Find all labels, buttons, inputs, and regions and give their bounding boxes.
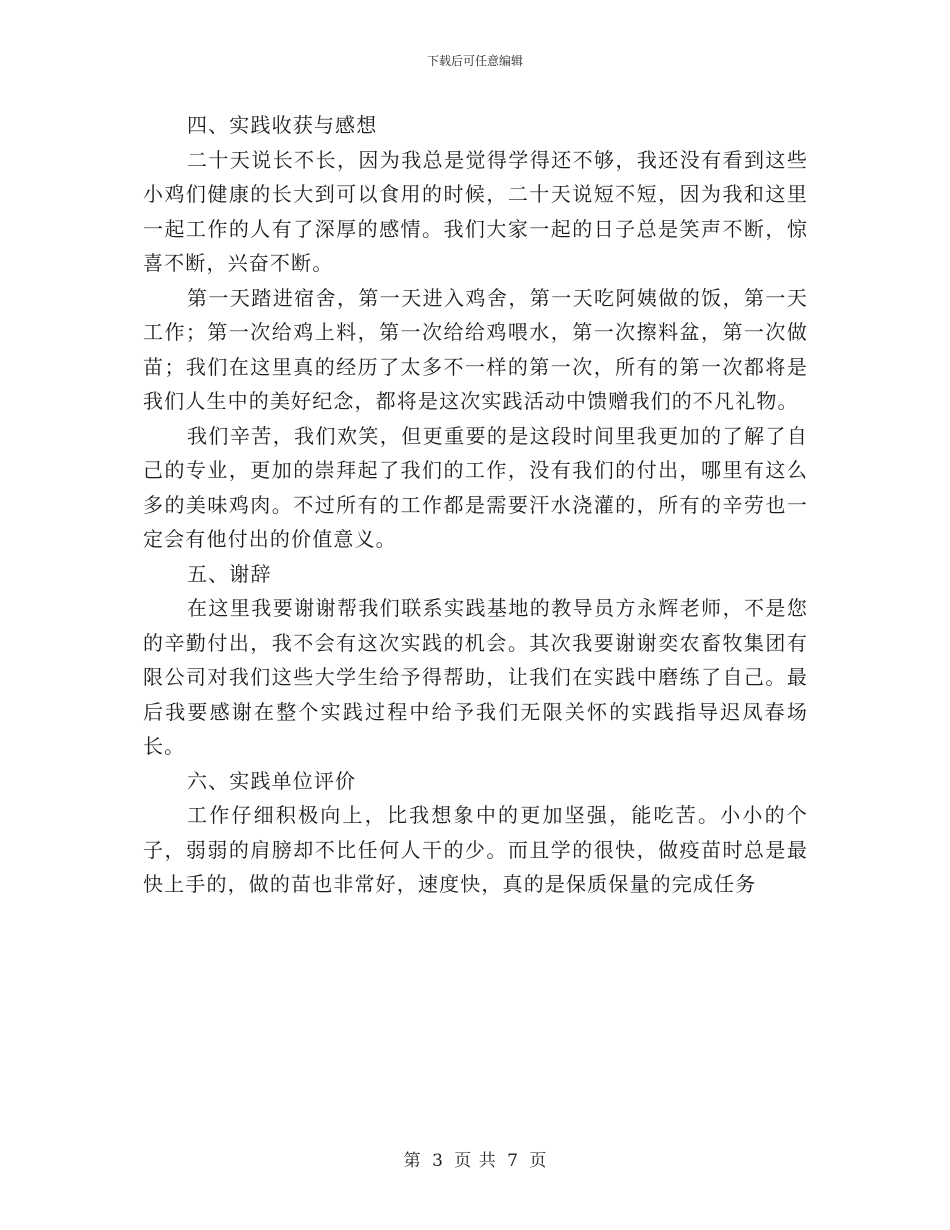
section-heading-5: 五、谢辞 (187, 561, 272, 586)
page-number: 3 (432, 1151, 443, 1171)
section-heading-6: 六、实践单位评价 (187, 768, 357, 793)
page-header: 下载后可任意编辑 (426, 54, 523, 68)
footer-middle: 页 共 (454, 1151, 496, 1171)
paragraph: 工作仔细积极向上，比我想象中的更加坚强，能吃苦。小小的个子，弱弱的肩膀却不比任何人干的少。而且学的很快，做疫苗时总是最快上手的，做的苗也非常好，速度快，真的是保质保量的完成任务 (143, 803, 808, 896)
paragraph: 在这里我要谢谢帮我们联系实践基地的教导员方永辉老师，不是您的辛勤付出，我不会有这次实践的机会。其次我要谢谢奕农畜牧集团有限公司对我们这些大学生给予得帮助，让我们在实践中磨练了自己。最后我要感谢在整个实践过程中给予我们无限关怀的实践指导迟凤春场长。 (143, 596, 808, 758)
section-heading-4: 四、实践收获与感想 (187, 113, 378, 137)
total-pages: 7 (507, 1151, 518, 1171)
footer-suffix: 页 (529, 1151, 547, 1171)
paragraph: 第一天踏进宿舍，第一天进入鸡舍，第一天吃阿姨做的饭，第一天工作；第一次给鸡上料，第一次给给鸡喂水，第一次擦料盆，第一次做苗；我们在这里真的经历了太多不一样的第一次，所有的第一次都将是我们人生中的美好纪念，都将是这次实践活动中馈赠我们的不凡礼物。 (143, 285, 808, 413)
paragraph: 我们辛苦，我们欢笑，但更重要的是这段时间里我更加的了解了自己的专业，更加的崇拜起了我们的工作，没有我们的付出，哪里有这么多的美味鸡肉。不过所有的工作都是需要汗水浇灌的，所有的辛劳也一定会有他付出的价值意义。 (143, 423, 808, 551)
page-footer (0, 1150, 950, 1172)
paragraph: 二十天说长不长，因为我总是觉得学得还不够，我还没有看到这些小鸡们健康的长大到可以食用的时候，二十天说短不短，因为我和这里一起工作的人有了深厚的感情。我们大家一起的日子总是笑声不断，惊喜不断，兴奋不断。 (143, 147, 808, 275)
document-body (143, 108, 808, 902)
footer-prefix: 第 (403, 1151, 421, 1171)
